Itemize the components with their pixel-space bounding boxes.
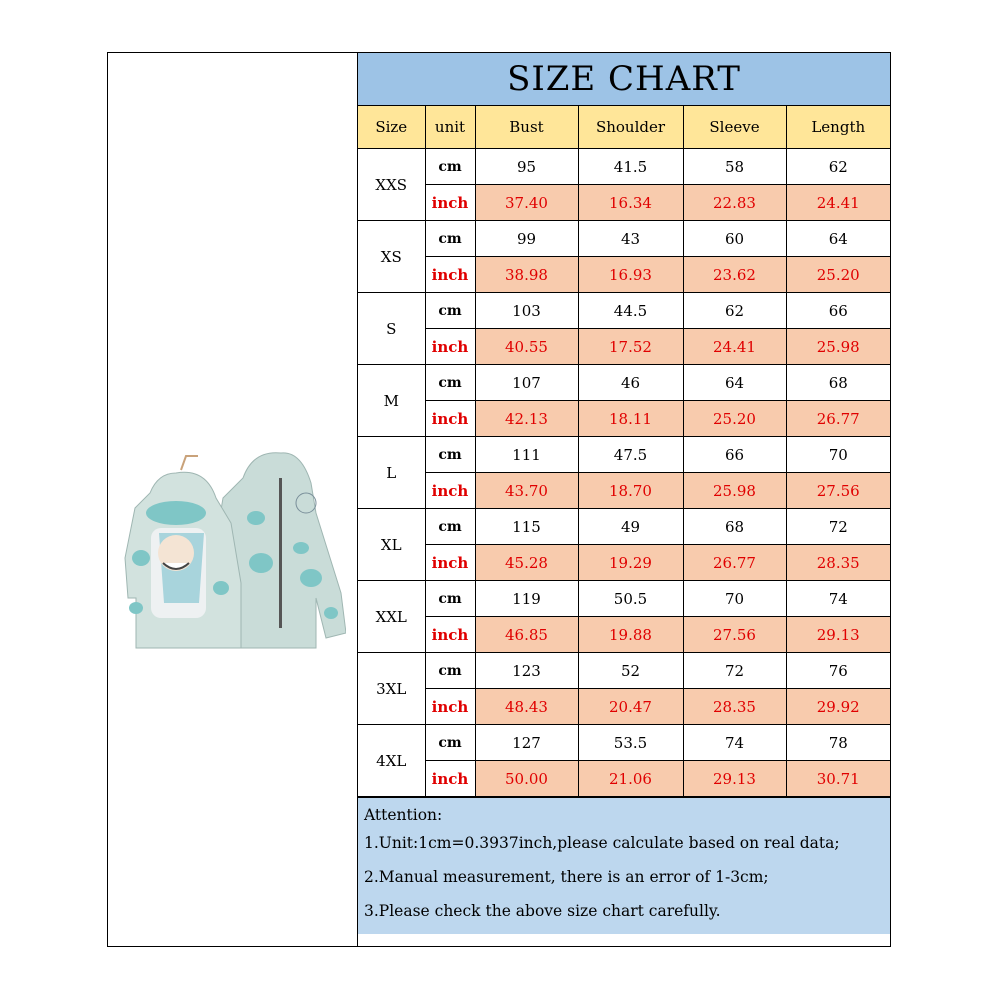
inch-value: 50.00	[475, 761, 578, 797]
cm-row	[358, 437, 890, 473]
chart-title: SIZE CHART	[358, 53, 890, 106]
unit-inch: inch	[425, 473, 475, 509]
size-label: 4XL	[358, 725, 425, 797]
cm-row	[358, 725, 890, 761]
inch-value: 25.20	[683, 401, 786, 437]
cm-row	[358, 149, 890, 185]
inch-row	[358, 617, 890, 653]
unit-inch: inch	[425, 617, 475, 653]
notes-heading: Attention:	[364, 806, 443, 824]
inch-value: 29.92	[786, 689, 890, 725]
inch-value: 25.98	[786, 329, 890, 365]
cm-value: 47.5	[578, 437, 683, 473]
header-unit: unit	[425, 106, 475, 149]
cm-value: 70	[786, 437, 890, 473]
inch-value: 27.56	[683, 617, 786, 653]
header-row	[358, 106, 890, 149]
note-item: 3.Please check the above size chart carefully.	[364, 902, 721, 920]
unit-inch: inch	[425, 185, 475, 221]
size-label: M	[358, 365, 425, 437]
inch-row	[358, 329, 890, 365]
cm-value: 119	[475, 581, 578, 617]
inch-value: 38.98	[475, 257, 578, 293]
cm-row	[358, 293, 890, 329]
inch-value: 43.70	[475, 473, 578, 509]
inch-value: 37.40	[475, 185, 578, 221]
cm-value: 74	[683, 725, 786, 761]
attention-notes	[358, 797, 890, 934]
cm-value: 43	[578, 221, 683, 257]
unit-cm: cm	[425, 365, 475, 401]
unit-cm: cm	[425, 725, 475, 761]
unit-cm: cm	[425, 437, 475, 473]
cm-value: 64	[683, 365, 786, 401]
cm-value: 58	[683, 149, 786, 185]
cm-value: 46	[578, 365, 683, 401]
inch-value: 17.52	[578, 329, 683, 365]
size-label: XXS	[358, 149, 425, 221]
size-label: XS	[358, 221, 425, 293]
cm-value: 78	[786, 725, 890, 761]
cm-value: 76	[786, 653, 890, 689]
cm-row	[358, 581, 890, 617]
inch-value: 20.47	[578, 689, 683, 725]
inch-row	[358, 545, 890, 581]
cm-value: 62	[683, 293, 786, 329]
cm-value: 68	[683, 509, 786, 545]
cm-value: 107	[475, 365, 578, 401]
cm-value: 103	[475, 293, 578, 329]
inch-value: 29.13	[683, 761, 786, 797]
inch-row	[358, 761, 890, 797]
cm-value: 66	[683, 437, 786, 473]
hoodie-product-image	[121, 448, 346, 653]
cm-value: 123	[475, 653, 578, 689]
inch-value: 40.55	[475, 329, 578, 365]
cm-value: 66	[786, 293, 890, 329]
cm-value: 95	[475, 149, 578, 185]
inch-value: 29.13	[786, 617, 890, 653]
cm-value: 68	[786, 365, 890, 401]
inch-value: 26.77	[683, 545, 786, 581]
inch-value: 24.41	[683, 329, 786, 365]
inch-value: 18.11	[578, 401, 683, 437]
unit-inch: inch	[425, 329, 475, 365]
unit-inch: inch	[425, 689, 475, 725]
cm-row	[358, 509, 890, 545]
cm-row	[358, 221, 890, 257]
inch-value: 48.43	[475, 689, 578, 725]
inch-row	[358, 185, 890, 221]
header-sleeve: Sleeve	[683, 106, 786, 149]
note-item: 1.Unit:1cm=0.3937inch,please calculate based on real data;	[364, 834, 840, 852]
inch-row	[358, 473, 890, 509]
header-bust: Bust	[475, 106, 578, 149]
inch-value: 23.62	[683, 257, 786, 293]
cm-value: 72	[683, 653, 786, 689]
inch-value: 45.28	[475, 545, 578, 581]
cm-value: 41.5	[578, 149, 683, 185]
unit-cm: cm	[425, 293, 475, 329]
inch-row	[358, 257, 890, 293]
header-size: Size	[358, 106, 425, 149]
size-label: L	[358, 437, 425, 509]
cm-value: 49	[578, 509, 683, 545]
note-item: 2.Manual measurement, there is an error of 1-3cm;	[364, 868, 769, 886]
inch-value: 28.35	[683, 689, 786, 725]
unit-cm: cm	[425, 653, 475, 689]
unit-cm: cm	[425, 581, 475, 617]
cm-row	[358, 653, 890, 689]
size-label: 3XL	[358, 653, 425, 725]
inch-value: 25.98	[683, 473, 786, 509]
size-table-body	[358, 106, 890, 797]
size-table	[358, 106, 890, 797]
cm-value: 74	[786, 581, 890, 617]
cm-value: 72	[786, 509, 890, 545]
inch-value: 42.13	[475, 401, 578, 437]
size-label: XL	[358, 509, 425, 581]
cm-value: 50.5	[578, 581, 683, 617]
cm-value: 111	[475, 437, 578, 473]
cm-row	[358, 365, 890, 401]
inch-value: 26.77	[786, 401, 890, 437]
cm-value: 99	[475, 221, 578, 257]
unit-cm: cm	[425, 149, 475, 185]
header-shoulder: Shoulder	[578, 106, 683, 149]
cm-value: 44.5	[578, 293, 683, 329]
inch-value: 22.83	[683, 185, 786, 221]
inch-value: 30.71	[786, 761, 890, 797]
unit-cm: cm	[425, 221, 475, 257]
inch-row	[358, 401, 890, 437]
inch-value: 27.56	[786, 473, 890, 509]
inch-value: 25.20	[786, 257, 890, 293]
inch-value: 46.85	[475, 617, 578, 653]
product-photo-panel	[108, 53, 358, 946]
cm-value: 115	[475, 509, 578, 545]
unit-inch: inch	[425, 257, 475, 293]
inch-value: 16.93	[578, 257, 683, 293]
inch-value: 21.06	[578, 761, 683, 797]
cm-value: 62	[786, 149, 890, 185]
hoodie-back-view	[125, 456, 241, 648]
inch-value: 24.41	[786, 185, 890, 221]
inch-value: 18.70	[578, 473, 683, 509]
unit-inch: inch	[425, 761, 475, 797]
size-chart	[358, 53, 890, 934]
inch-value: 19.88	[578, 617, 683, 653]
inch-value: 19.29	[578, 545, 683, 581]
cm-value: 52	[578, 653, 683, 689]
inch-row	[358, 689, 890, 725]
inch-value: 16.34	[578, 185, 683, 221]
cm-value: 53.5	[578, 725, 683, 761]
unit-inch: inch	[425, 545, 475, 581]
cm-value: 70	[683, 581, 786, 617]
size-label: S	[358, 293, 425, 365]
cm-value: 64	[786, 221, 890, 257]
inch-value: 28.35	[786, 545, 890, 581]
size-label: XXL	[358, 581, 425, 653]
unit-cm: cm	[425, 509, 475, 545]
cm-value: 60	[683, 221, 786, 257]
unit-inch: inch	[425, 401, 475, 437]
cm-value: 127	[475, 725, 578, 761]
header-length: Length	[786, 106, 890, 149]
size-chart-frame	[107, 52, 891, 947]
